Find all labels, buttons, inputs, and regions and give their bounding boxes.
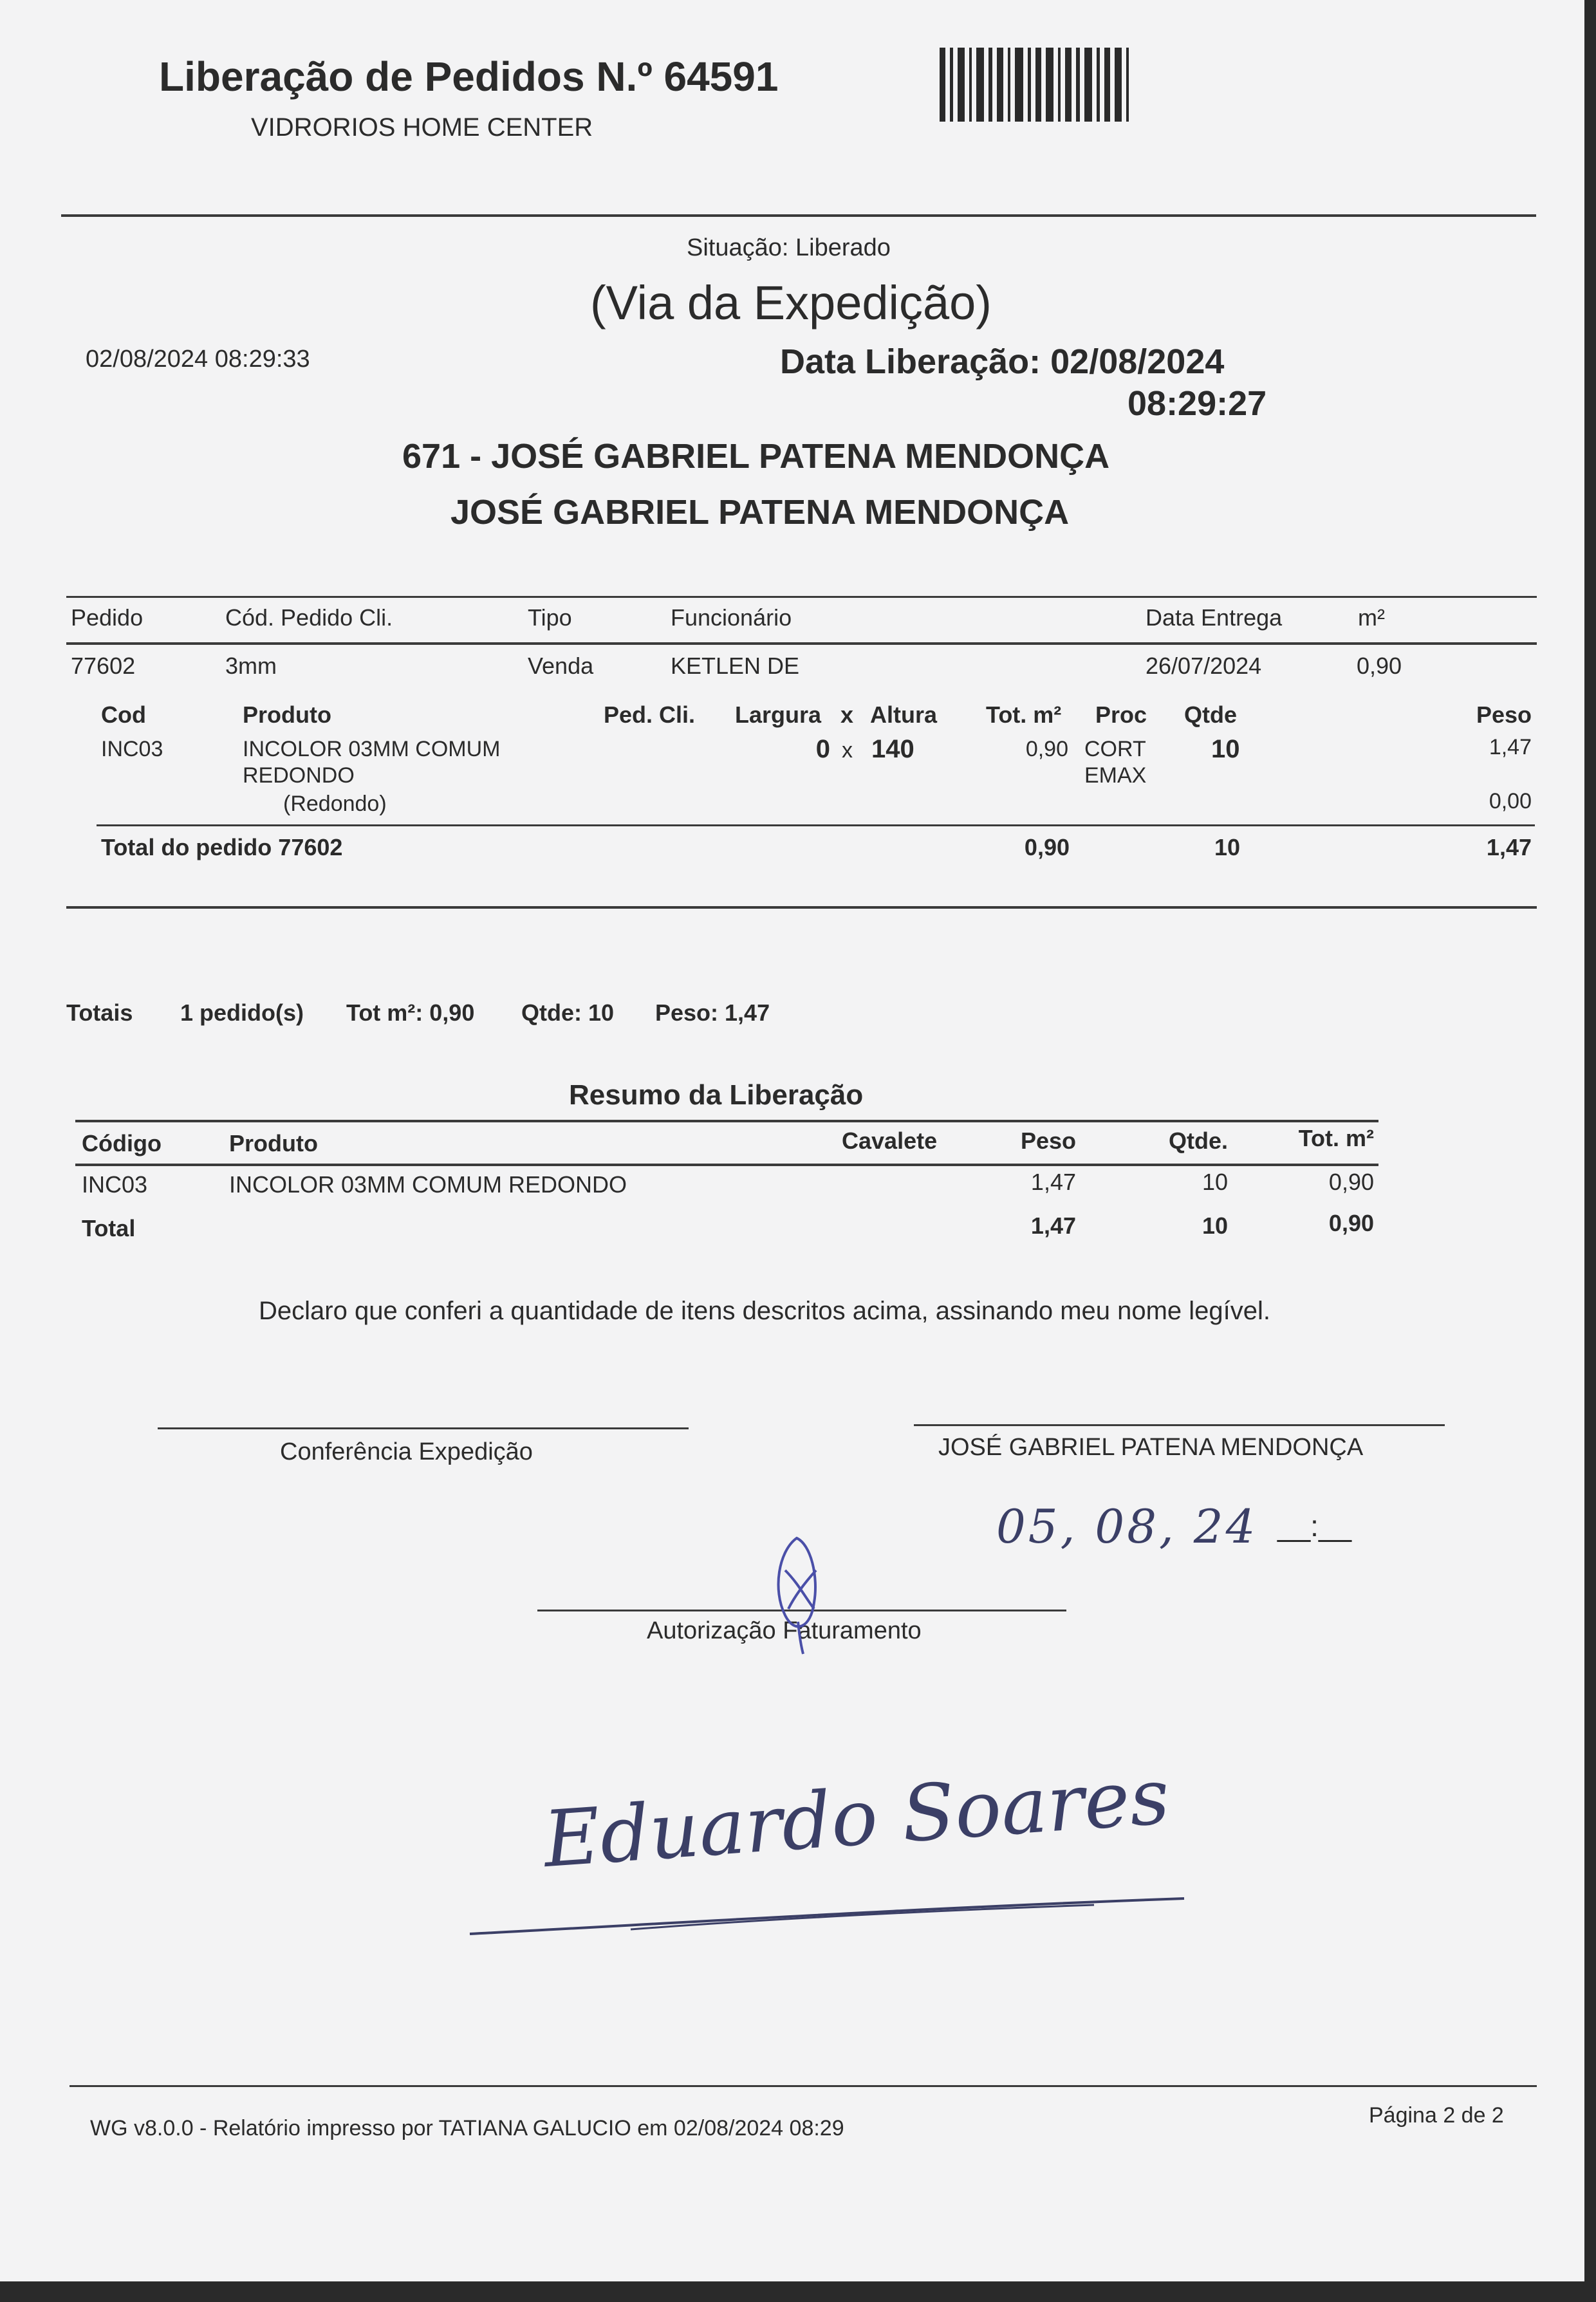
resumo-header-line	[75, 1164, 1378, 1166]
resumo-total-tot-m2: 0,90	[1328, 1210, 1374, 1236]
item-sub-description: (Redondo)	[283, 792, 387, 816]
item-header-x: x	[840, 701, 854, 728]
order-total-peso: 1,47	[1486, 834, 1532, 860]
footer-page-number: Página 2 de 2	[1369, 2103, 1504, 2128]
item-header-produto: Produto	[243, 701, 331, 728]
item-x: x	[842, 738, 853, 763]
document-title: Liberação de Pedidos N.º 64591	[159, 53, 779, 100]
totais-qtde: Qtde: 10	[521, 999, 615, 1026]
item-peso: 1,47	[1489, 735, 1532, 759]
resumo-peso: 1,47	[1030, 1169, 1076, 1195]
resumo-total-peso: 1,47	[1030, 1212, 1076, 1239]
order-table-top-line	[66, 596, 1537, 598]
item-proc-line2: EMAX	[1084, 763, 1147, 788]
resumo-produto: INCOLOR 03MM COMUM REDONDO	[229, 1171, 627, 1198]
resumo-header-cavalete: Cavalete	[842, 1128, 938, 1154]
item-cod: INC03	[101, 737, 163, 761]
cliente-label: JOSÉ GABRIEL PATENA MENDONÇA	[938, 1434, 1364, 1461]
order-section-end-line	[66, 906, 1537, 909]
cliente-signature-line	[914, 1424, 1445, 1426]
conferencia-label: Conferência Expedição	[280, 1438, 533, 1465]
client-name: JOSÉ GABRIEL PATENA MENDONÇA	[450, 493, 1070, 532]
order-cod-pedido-cli: 3mm	[225, 653, 277, 679]
item-produto-line2: REDONDO	[243, 763, 355, 788]
order-tipo: Venda	[528, 653, 594, 679]
barcode	[940, 48, 1197, 122]
item-qtde: 10	[1211, 735, 1240, 763]
resumo-tot-m2: 0,90	[1328, 1169, 1374, 1195]
copy-type: (Via da Expedição)	[590, 276, 992, 330]
footer-printed-by: WG v8.0.0 - Relatório impresso por TATIANA GALUCIO em 02/08/2024 08:29	[90, 2116, 844, 2140]
item-proc-line1: CORT	[1084, 737, 1146, 761]
item-header-cod: Cod	[101, 701, 146, 728]
order-table-header-line	[66, 642, 1537, 645]
item-header-altura: Altura	[870, 701, 938, 728]
handwritten-name: Eduardo Soares	[541, 1752, 1173, 1885]
item-header-peso: Peso	[1476, 701, 1532, 728]
item-sub-peso: 0,00	[1489, 789, 1532, 813]
time-blank: __:__	[1277, 1509, 1352, 1543]
header-tipo: Tipo	[528, 604, 572, 631]
footer-divider	[70, 2085, 1537, 2087]
declaration-text: Declaro que conferi a quantidade de itens descritos acima, assinando meu nome legível.	[259, 1297, 1271, 1325]
item-header-tot-m2: Tot. m²	[986, 701, 1062, 728]
header-pedido: Pedido	[71, 604, 144, 631]
resumo-header-qtde: Qtde.	[1168, 1128, 1228, 1154]
header-divider	[61, 214, 1536, 217]
resumo-top-line	[75, 1120, 1378, 1122]
order-total-label: Total do pedido 77602	[101, 834, 343, 860]
resumo-codigo: INC03	[82, 1171, 148, 1198]
order-total-m2: 0,90	[1024, 834, 1070, 860]
printed-timestamp: 02/08/2024 08:29:33	[86, 346, 310, 373]
item-header-proc: Proc	[1095, 701, 1147, 728]
item-largura: 0	[815, 735, 830, 763]
item-header-largura: Largura	[735, 701, 822, 728]
item-altura: 140	[871, 735, 914, 763]
resumo-qtde: 10	[1202, 1169, 1228, 1195]
status-text: Situação: Liberado	[687, 234, 891, 261]
initials-signature	[759, 1532, 837, 1660]
order-data-entrega: 26/07/2024	[1146, 653, 1262, 679]
item-header-qtde: Qtde	[1184, 701, 1238, 728]
item-tot-m2: 0,90	[1025, 737, 1068, 761]
resumo-header-tot-m2: Tot. m²	[1298, 1125, 1374, 1151]
autorizacao-label: Autorização Faturamento	[647, 1617, 922, 1644]
item-total-line	[97, 824, 1535, 826]
company-name: VIDRORIOS HOME CENTER	[251, 113, 593, 142]
release-time: 08:29:27	[1127, 384, 1267, 423]
order-pedido: 77602	[71, 653, 136, 679]
header-funcionario: Funcionário	[671, 604, 792, 631]
resumo-total-qtde: 10	[1202, 1212, 1228, 1239]
release-date: Data Liberação: 02/08/2024	[780, 342, 1225, 381]
resumo-title: Resumo da Liberação	[569, 1079, 864, 1111]
signature-underline	[463, 1886, 1203, 1944]
client-code-name: 671 - JOSÉ GABRIEL PATENA MENDONÇA	[402, 437, 1110, 476]
header-cod-pedido-cli: Cód. Pedido Cli.	[225, 604, 393, 631]
totais-m2: Tot m²: 0,90	[346, 999, 475, 1026]
order-total-qtde: 10	[1214, 834, 1241, 860]
order-funcionario: KETLEN DE	[671, 653, 800, 679]
resumo-header-produto: Produto	[229, 1130, 318, 1156]
header-data-entrega: Data Entrega	[1146, 604, 1283, 631]
totais-label: Totais	[66, 999, 133, 1026]
header-m2: m²	[1358, 604, 1385, 631]
item-produto-line1: INCOLOR 03MM COMUM	[243, 737, 501, 761]
totais-pedidos: 1 pedido(s)	[180, 999, 304, 1026]
totais-peso: Peso: 1,47	[655, 999, 770, 1026]
resumo-header-peso: Peso	[1020, 1128, 1076, 1154]
conferencia-signature-line	[158, 1427, 689, 1429]
resumo-header-codigo: Código	[82, 1130, 162, 1156]
item-header-ped-cli: Ped. Cli.	[604, 701, 696, 728]
handwritten-date: 05, 08, 24	[996, 1499, 1258, 1554]
resumo-total-label: Total	[82, 1215, 136, 1241]
order-m2: 0,90	[1357, 653, 1402, 679]
